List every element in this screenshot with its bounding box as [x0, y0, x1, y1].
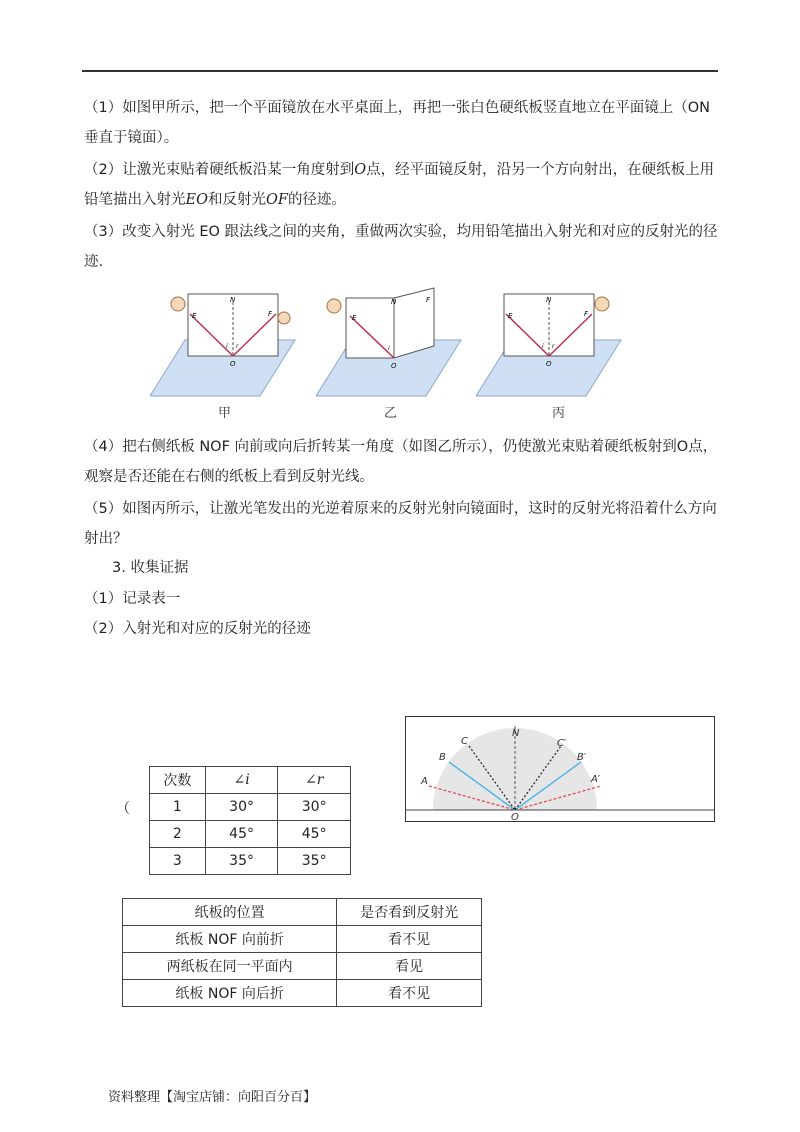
- svg-text:N: N: [391, 298, 397, 306]
- svg-text:F: F: [426, 296, 431, 304]
- svg-text:F: F: [268, 310, 273, 318]
- th-seen: 是否看到反射光: [337, 899, 482, 926]
- cell: 30°: [278, 794, 351, 821]
- table-row: [123, 926, 482, 953]
- th-angle-r: ∠r: [278, 767, 351, 794]
- svg-text:E: E: [352, 314, 357, 322]
- p2-text-a: （2）让激光束贴着硬纸板沿某一角度射到: [84, 162, 355, 178]
- footer-source: 资料整理【淘宝店铺：向阳百分百】: [108, 1090, 317, 1105]
- svg-text:O: O: [546, 360, 552, 368]
- p2-ray-of: OF: [265, 192, 288, 208]
- cell: 35°: [278, 848, 351, 875]
- svg-text:O: O: [391, 362, 397, 370]
- svg-text:A′: A′: [591, 774, 601, 785]
- p2-text-e: 和反射光: [207, 192, 266, 208]
- svg-text:N: N: [512, 728, 520, 739]
- svg-text:i: i: [388, 345, 390, 352]
- paragraph-step-1: （1）如图甲所示，把一个平面镜放在水平桌面上，再把一张白色硬纸板竖直地立在平面镜上（ON垂直于镜面）。: [84, 100, 710, 146]
- th-count: 次数: [150, 767, 206, 794]
- p2-text-g: 的径迹。: [287, 192, 346, 208]
- svg-text:B: B: [439, 752, 446, 763]
- paragraph-record: （1）记录表一: [84, 591, 181, 607]
- caption-jia: 甲: [218, 406, 232, 421]
- table-row: [150, 821, 351, 848]
- table-angles: [149, 766, 351, 875]
- cell: 纸板 NOF 向前折: [123, 926, 337, 953]
- open-paren: （: [116, 801, 130, 817]
- svg-text:N: N: [546, 296, 552, 304]
- section-heading-evidence: 3. 收集证据: [112, 560, 189, 576]
- th-angle-i: ∠i: [205, 767, 278, 794]
- caption-yi: 乙: [384, 406, 398, 421]
- svg-text:E: E: [192, 312, 197, 320]
- svg-text:B′: B′: [577, 752, 587, 763]
- svg-text:F: F: [584, 310, 589, 318]
- cell: 3: [150, 848, 206, 875]
- cell: 两纸板在同一平面内: [123, 953, 337, 980]
- label-n: N: [230, 296, 236, 304]
- caption-bing: 丙: [552, 406, 566, 421]
- paragraph-trace: （2）入射光和对应的反射光的径迹: [84, 621, 311, 637]
- paragraph-step-5: （5）如图丙所示，让激光笔发出的光逆着原来的反射光射向镜面时，这时的反射光将沿着什么方向射出？: [84, 501, 717, 547]
- figure-bing: [476, 288, 626, 403]
- cell: 35°: [205, 848, 278, 875]
- figure-yi: [316, 284, 466, 404]
- svg-text:O: O: [230, 360, 236, 368]
- table-row: [150, 848, 351, 875]
- svg-text:i: i: [542, 343, 544, 350]
- reflection-angle-diagram: [405, 716, 715, 822]
- th-position: 纸板的位置: [123, 899, 337, 926]
- p2-ray-eo: EO: [185, 192, 208, 208]
- cell: 45°: [278, 821, 351, 848]
- svg-text:A: A: [421, 776, 428, 787]
- table-board-position: [122, 898, 482, 1007]
- cell: 看不见: [337, 980, 482, 1007]
- cell: 纸板 NOF 向后折: [123, 980, 337, 1007]
- table-row: [123, 980, 482, 1007]
- cell: 2: [150, 821, 206, 848]
- svg-text:r: r: [552, 343, 555, 350]
- svg-text:C′: C′: [557, 738, 567, 749]
- paragraph-step-2: [84, 155, 718, 215]
- table-header-row: [150, 767, 351, 794]
- svg-text:r: r: [236, 343, 239, 350]
- svg-text:O: O: [511, 812, 519, 822]
- paragraph-step-3: （3）改变入射光 EO 跟法线之间的夹角，重做两次实验，均用铅笔描出入射光和对应的反射光的径迹.: [84, 224, 718, 270]
- cell: 45°: [205, 821, 278, 848]
- svg-text:i: i: [226, 343, 228, 350]
- cell: 看见: [337, 953, 482, 980]
- p2-point-o: O: [354, 162, 367, 178]
- svg-text:C: C: [461, 736, 468, 747]
- cell: 1: [150, 794, 206, 821]
- table-row: [123, 953, 482, 980]
- svg-text:E: E: [508, 312, 513, 320]
- p2-text-c: 点，经平面镜反射，沿另一个方向射出，在硬纸板上用铅笔描出入射光: [84, 162, 715, 208]
- table-row: [150, 794, 351, 821]
- paragraph-step-4: （4）把右侧纸板 NOF 向前或向后折转某一角度（如图乙所示），仍使激光束贴着硬纸板射到O点，观察是否还能在右侧的纸板上看到反射光线。: [84, 439, 718, 485]
- header-rule: [82, 70, 718, 72]
- figure-jia: [150, 288, 300, 403]
- cell: 30°: [205, 794, 278, 821]
- table-header-row: [123, 899, 482, 926]
- cell: 看不见: [337, 926, 482, 953]
